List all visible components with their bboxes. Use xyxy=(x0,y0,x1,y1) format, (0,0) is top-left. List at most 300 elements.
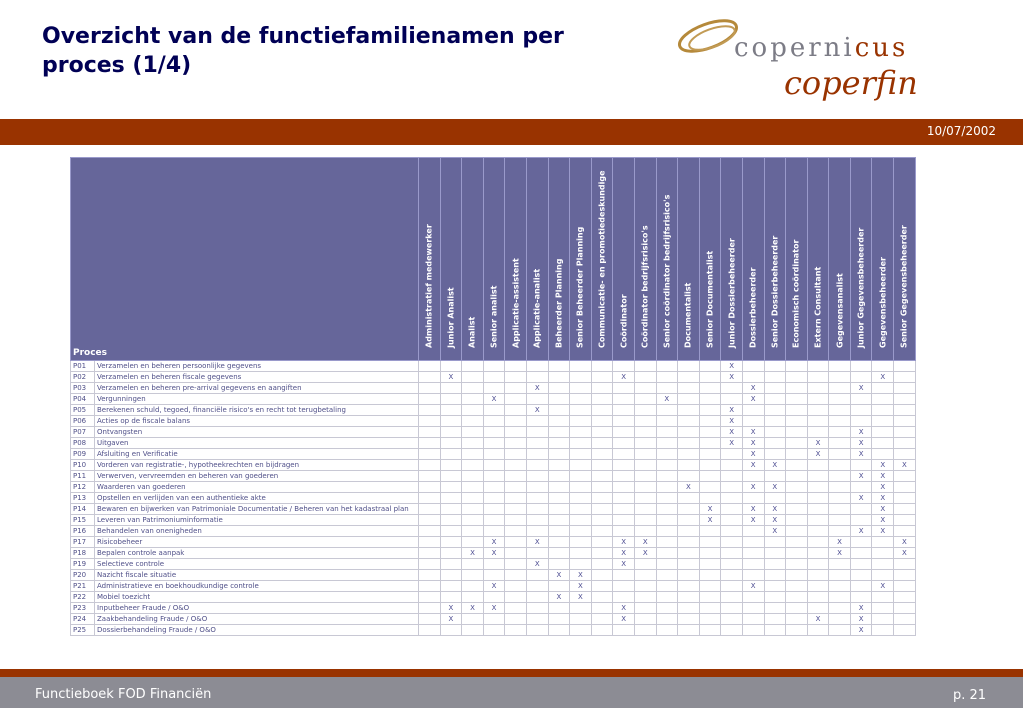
matrix-cell xyxy=(419,559,441,570)
matrix-cell xyxy=(483,383,505,394)
matrix-mark: X xyxy=(742,504,764,515)
matrix-cell xyxy=(419,383,441,394)
matrix-cell xyxy=(656,570,678,581)
matrix-cell xyxy=(894,416,916,427)
matrix-cell xyxy=(786,504,808,515)
matrix-cell xyxy=(613,405,635,416)
matrix-cell xyxy=(699,537,721,548)
matrix-cell xyxy=(483,438,505,449)
matrix-cell xyxy=(656,438,678,449)
matrix-cell xyxy=(829,416,851,427)
matrix-cell xyxy=(742,614,764,625)
matrix-cell xyxy=(462,405,484,416)
matrix-cell xyxy=(440,460,462,471)
matrix-cell xyxy=(591,427,613,438)
matrix-cell xyxy=(462,504,484,515)
matrix-cell xyxy=(721,592,743,603)
matrix-cell xyxy=(548,581,570,592)
matrix-cell xyxy=(548,460,570,471)
matrix-cell xyxy=(462,383,484,394)
matrix-cell xyxy=(829,383,851,394)
matrix-cell xyxy=(894,592,916,603)
matrix-mark: X xyxy=(613,548,635,559)
matrix-cell xyxy=(548,449,570,460)
top-accent-bar xyxy=(0,119,1023,145)
matrix-cell xyxy=(807,372,829,383)
column-header xyxy=(807,158,829,361)
matrix-cell xyxy=(764,438,786,449)
matrix-cell xyxy=(872,361,894,372)
matrix-cell xyxy=(678,504,700,515)
footer-bar xyxy=(0,677,1023,708)
matrix-cell xyxy=(440,471,462,482)
matrix-cell xyxy=(591,438,613,449)
matrix-mark: X xyxy=(721,416,743,427)
matrix-cell xyxy=(678,460,700,471)
matrix-cell xyxy=(483,482,505,493)
matrix-cell xyxy=(872,603,894,614)
matrix-cell xyxy=(591,449,613,460)
matrix-mark: X xyxy=(850,427,872,438)
table-header-row xyxy=(71,158,916,361)
matrix-cell xyxy=(786,361,808,372)
matrix-cell xyxy=(721,504,743,515)
table-row xyxy=(71,570,916,581)
matrix-cell xyxy=(462,537,484,548)
matrix-cell xyxy=(699,614,721,625)
column-header xyxy=(872,158,894,361)
column-header-label: Administratief medewerker xyxy=(424,224,434,348)
matrix-cell xyxy=(634,416,656,427)
process-name: Verzamelen en beheren persoonlijke gegevens xyxy=(95,361,419,372)
table-row xyxy=(71,449,916,460)
matrix-cell xyxy=(634,471,656,482)
matrix-cell xyxy=(656,383,678,394)
matrix-cell xyxy=(505,482,527,493)
matrix-cell xyxy=(786,625,808,636)
matrix-cell xyxy=(570,372,592,383)
column-header xyxy=(570,158,592,361)
matrix-cell xyxy=(613,361,635,372)
matrix-mark: X xyxy=(872,493,894,504)
matrix-cell xyxy=(656,361,678,372)
matrix-cell xyxy=(570,427,592,438)
matrix-cell xyxy=(505,394,527,405)
matrix-cell xyxy=(872,559,894,570)
matrix-cell xyxy=(829,625,851,636)
matrix-cell xyxy=(894,603,916,614)
page-title-line-2: proces (1/4) xyxy=(42,53,192,78)
process-code: P17 xyxy=(71,537,95,548)
matrix-mark: X xyxy=(721,427,743,438)
matrix-mark: X xyxy=(440,603,462,614)
matrix-cell xyxy=(742,372,764,383)
matrix-cell xyxy=(764,449,786,460)
matrix-cell xyxy=(526,438,548,449)
matrix-cell xyxy=(505,592,527,603)
matrix-cell xyxy=(678,592,700,603)
matrix-mark: X xyxy=(570,592,592,603)
matrix-cell xyxy=(548,471,570,482)
column-header-label: Junior Dossierbeheerder xyxy=(727,238,737,348)
matrix-cell xyxy=(634,449,656,460)
matrix-cell xyxy=(894,438,916,449)
table-row xyxy=(71,526,916,537)
matrix-cell xyxy=(570,383,592,394)
matrix-cell xyxy=(440,570,462,581)
matrix-cell xyxy=(850,405,872,416)
matrix-cell xyxy=(850,394,872,405)
matrix-cell xyxy=(419,526,441,537)
matrix-mark: X xyxy=(850,449,872,460)
column-header xyxy=(656,158,678,361)
matrix-mark: X xyxy=(850,625,872,636)
matrix-mark: X xyxy=(678,482,700,493)
matrix-cell xyxy=(721,482,743,493)
matrix-cell xyxy=(613,493,635,504)
matrix-cell xyxy=(613,592,635,603)
matrix-cell xyxy=(548,515,570,526)
column-header-label: Senior coördinator bedrijfsrisico's xyxy=(662,194,672,348)
matrix-cell xyxy=(591,504,613,515)
table-row xyxy=(71,581,916,592)
matrix-cell xyxy=(850,460,872,471)
matrix-mark: X xyxy=(613,372,635,383)
matrix-mark: X xyxy=(742,449,764,460)
matrix-cell xyxy=(483,504,505,515)
matrix-cell xyxy=(678,361,700,372)
matrix-cell xyxy=(591,361,613,372)
matrix-cell xyxy=(526,449,548,460)
matrix-cell xyxy=(829,493,851,504)
matrix-cell xyxy=(440,625,462,636)
matrix-cell xyxy=(764,405,786,416)
matrix-cell xyxy=(699,438,721,449)
matrix-cell xyxy=(570,614,592,625)
matrix-cell xyxy=(526,482,548,493)
matrix-cell xyxy=(678,603,700,614)
matrix-cell xyxy=(807,537,829,548)
process-code: P04 xyxy=(71,394,95,405)
process-code: P24 xyxy=(71,614,95,625)
column-header-label: Senior Beheerder Planning xyxy=(575,226,585,348)
matrix-cell xyxy=(505,603,527,614)
matrix-cell xyxy=(634,614,656,625)
matrix-cell xyxy=(634,559,656,570)
column-header xyxy=(829,158,851,361)
column-header xyxy=(678,158,700,361)
matrix-mark: X xyxy=(634,548,656,559)
column-header-label: Senior analist xyxy=(489,285,499,348)
matrix-cell xyxy=(462,625,484,636)
matrix-cell xyxy=(807,559,829,570)
matrix-mark: X xyxy=(548,592,570,603)
matrix-cell xyxy=(526,515,548,526)
matrix-cell xyxy=(721,559,743,570)
matrix-cell xyxy=(742,471,764,482)
column-header-label: Senior Gegevensbeheerder xyxy=(899,225,909,348)
matrix-cell xyxy=(850,592,872,603)
matrix-cell xyxy=(807,460,829,471)
matrix-cell xyxy=(850,581,872,592)
matrix-mark: X xyxy=(742,515,764,526)
matrix-cell xyxy=(440,526,462,537)
matrix-cell xyxy=(786,416,808,427)
table-row xyxy=(71,394,916,405)
matrix-cell xyxy=(764,625,786,636)
brand-coperfin: coperfin xyxy=(784,64,918,102)
matrix-cell xyxy=(894,570,916,581)
matrix-cell xyxy=(526,570,548,581)
matrix-cell xyxy=(764,559,786,570)
matrix-cell xyxy=(505,427,527,438)
matrix-cell xyxy=(440,559,462,570)
date-label: 10/07/2002 xyxy=(926,124,996,138)
process-code: P15 xyxy=(71,515,95,526)
matrix-mark: X xyxy=(526,537,548,548)
matrix-cell xyxy=(829,526,851,537)
matrix-cell xyxy=(699,383,721,394)
matrix-cell xyxy=(829,438,851,449)
matrix-mark: X xyxy=(699,504,721,515)
matrix-cell xyxy=(656,592,678,603)
matrix-mark: X xyxy=(462,603,484,614)
matrix-cell xyxy=(742,526,764,537)
matrix-cell xyxy=(678,493,700,504)
column-header xyxy=(894,158,916,361)
matrix-cell xyxy=(829,449,851,460)
matrix-cell xyxy=(872,383,894,394)
matrix-cell xyxy=(570,361,592,372)
matrix-cell xyxy=(570,559,592,570)
matrix-mark: X xyxy=(872,482,894,493)
matrix-cell xyxy=(894,515,916,526)
process-name: Verzamelen en beheren fiscale gegevens xyxy=(95,372,419,383)
matrix-cell xyxy=(462,372,484,383)
matrix-mark: X xyxy=(850,493,872,504)
matrix-cell xyxy=(829,559,851,570)
process-code: P03 xyxy=(71,383,95,394)
matrix-cell xyxy=(419,438,441,449)
matrix-cell xyxy=(526,460,548,471)
table-row xyxy=(71,493,916,504)
matrix-cell xyxy=(419,570,441,581)
matrix-mark: X xyxy=(850,526,872,537)
matrix-cell xyxy=(634,460,656,471)
process-function-table xyxy=(70,157,916,636)
process-name: Mobiel toezicht xyxy=(95,592,419,603)
matrix-cell xyxy=(894,405,916,416)
table-row xyxy=(71,592,916,603)
matrix-cell xyxy=(678,438,700,449)
matrix-cell xyxy=(786,372,808,383)
matrix-cell xyxy=(721,493,743,504)
column-header-label: Senior Dossierbeheerder xyxy=(770,235,780,348)
matrix-cell xyxy=(786,537,808,548)
matrix-mark: X xyxy=(483,581,505,592)
matrix-cell xyxy=(850,504,872,515)
matrix-cell xyxy=(764,603,786,614)
matrix-cell xyxy=(419,504,441,515)
page-title-line-1: Overzicht van de functiefamilienamen per xyxy=(42,24,564,49)
matrix-cell xyxy=(742,405,764,416)
matrix-mark: X xyxy=(613,537,635,548)
process-code: P09 xyxy=(71,449,95,460)
matrix-cell xyxy=(505,625,527,636)
matrix-mark: X xyxy=(764,460,786,471)
matrix-mark: X xyxy=(656,394,678,405)
matrix-cell xyxy=(419,427,441,438)
process-name: Opstellen en verlijden van een authentieke akte xyxy=(95,493,419,504)
matrix-cell xyxy=(440,482,462,493)
matrix-cell xyxy=(440,383,462,394)
matrix-cell xyxy=(613,482,635,493)
matrix-cell xyxy=(872,427,894,438)
matrix-cell xyxy=(699,581,721,592)
matrix-mark: X xyxy=(872,526,894,537)
matrix-cell xyxy=(462,493,484,504)
process-code: P16 xyxy=(71,526,95,537)
matrix-cell xyxy=(505,614,527,625)
matrix-cell xyxy=(483,405,505,416)
matrix-cell xyxy=(526,427,548,438)
matrix-cell xyxy=(894,625,916,636)
matrix-cell xyxy=(829,482,851,493)
process-name: Acties op de fiscale balans xyxy=(95,416,419,427)
matrix-cell xyxy=(570,504,592,515)
column-header xyxy=(419,158,441,361)
matrix-cell xyxy=(634,625,656,636)
matrix-mark: X xyxy=(742,394,764,405)
matrix-cell xyxy=(440,449,462,460)
matrix-cell xyxy=(570,460,592,471)
matrix-cell xyxy=(850,548,872,559)
matrix-cell xyxy=(591,603,613,614)
matrix-cell xyxy=(678,394,700,405)
process-name: Behandelen van onenigheden xyxy=(95,526,419,537)
matrix-cell xyxy=(786,515,808,526)
matrix-cell xyxy=(483,471,505,482)
matrix-cell xyxy=(721,383,743,394)
matrix-cell xyxy=(462,515,484,526)
matrix-cell xyxy=(742,592,764,603)
matrix-cell xyxy=(656,405,678,416)
matrix-cell xyxy=(526,614,548,625)
matrix-cell xyxy=(462,482,484,493)
matrix-cell xyxy=(505,372,527,383)
matrix-cell xyxy=(613,504,635,515)
matrix-cell xyxy=(656,548,678,559)
matrix-cell xyxy=(591,526,613,537)
matrix-cell xyxy=(483,361,505,372)
matrix-cell xyxy=(699,471,721,482)
matrix-cell xyxy=(894,372,916,383)
matrix-cell xyxy=(634,482,656,493)
matrix-mark: X xyxy=(872,504,894,515)
matrix-cell xyxy=(829,504,851,515)
matrix-cell xyxy=(786,581,808,592)
column-header-label: Coördinator bedrijfsrisico's xyxy=(640,225,650,348)
matrix-cell xyxy=(807,548,829,559)
matrix-cell xyxy=(613,460,635,471)
matrix-cell xyxy=(699,372,721,383)
matrix-cell xyxy=(419,625,441,636)
matrix-cell xyxy=(634,361,656,372)
matrix-cell xyxy=(807,504,829,515)
matrix-cell xyxy=(419,493,441,504)
matrix-cell xyxy=(829,460,851,471)
process-name: Bewaren en bijwerken van Patrimoniale Documentatie / Beheren van het kadastraal plan xyxy=(95,504,419,515)
matrix-cell xyxy=(613,526,635,537)
matrix-cell xyxy=(807,361,829,372)
matrix-cell xyxy=(419,537,441,548)
matrix-cell xyxy=(850,482,872,493)
matrix-cell xyxy=(678,471,700,482)
matrix-cell xyxy=(570,416,592,427)
corner-header xyxy=(71,158,419,361)
matrix-cell xyxy=(721,581,743,592)
matrix-mark: X xyxy=(872,471,894,482)
matrix-cell xyxy=(872,537,894,548)
table-row xyxy=(71,416,916,427)
column-header xyxy=(440,158,462,361)
matrix-cell xyxy=(721,515,743,526)
column-header xyxy=(613,158,635,361)
matrix-cell xyxy=(807,526,829,537)
matrix-cell xyxy=(721,460,743,471)
matrix-cell xyxy=(742,416,764,427)
matrix-cell xyxy=(829,471,851,482)
matrix-cell xyxy=(678,526,700,537)
matrix-cell xyxy=(678,427,700,438)
matrix-cell xyxy=(440,394,462,405)
process-name: Vorderen van registratie-, hypotheekrechten en bijdragen xyxy=(95,460,419,471)
matrix-cell xyxy=(462,460,484,471)
matrix-cell xyxy=(440,361,462,372)
column-header-label: Beheerder Planning xyxy=(554,258,564,348)
matrix-cell xyxy=(786,383,808,394)
process-name: Verwerven, vervreemden en beheren van goederen xyxy=(95,471,419,482)
column-header-label: Gegevensbeheerder xyxy=(878,257,888,348)
matrix-cell xyxy=(699,394,721,405)
matrix-cell xyxy=(656,482,678,493)
matrix-cell xyxy=(440,493,462,504)
matrix-cell xyxy=(548,504,570,515)
matrix-cell xyxy=(699,603,721,614)
matrix-cell xyxy=(764,471,786,482)
matrix-cell xyxy=(764,372,786,383)
matrix-cell xyxy=(483,449,505,460)
page-title xyxy=(42,22,642,80)
matrix-cell xyxy=(570,548,592,559)
matrix-cell xyxy=(613,427,635,438)
matrix-cell xyxy=(483,416,505,427)
matrix-cell xyxy=(505,537,527,548)
matrix-cell xyxy=(462,592,484,603)
matrix-cell xyxy=(721,526,743,537)
process-code: P01 xyxy=(71,361,95,372)
matrix-cell xyxy=(591,625,613,636)
matrix-cell xyxy=(807,625,829,636)
matrix-cell xyxy=(419,361,441,372)
matrix-mark: X xyxy=(483,537,505,548)
process-name: Uitgaven xyxy=(95,438,419,449)
matrix-cell xyxy=(786,548,808,559)
matrix-cell xyxy=(526,526,548,537)
matrix-cell xyxy=(894,559,916,570)
matrix-cell xyxy=(656,526,678,537)
process-code: P22 xyxy=(71,592,95,603)
